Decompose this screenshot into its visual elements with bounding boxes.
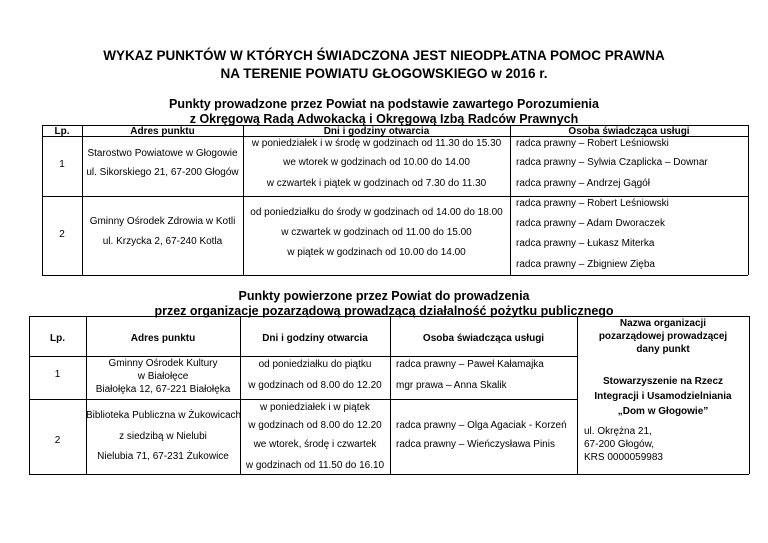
table2-row2-person2: radca prawny – Wieńczysława Pinis [396,439,555,450]
table2-row1-address-line2: w Białołęce [137,371,189,382]
org-name-line1: Stowarzyszenie na Rzecz [602,376,724,387]
section1-heading-line1: Punkty prowadzone przez Powiat na podstawie zawartego Porozumienia [169,97,599,111]
table1-row1-hours-line3: w czwartek i piątek w godzinach od 7.30 do 11.30 [266,178,487,189]
org-krs: KRS 0000059983 [584,452,663,463]
table1-row1-hours-line1: w poniedziałek i w środę w godzinach od 11.30 do 15.30 [251,138,502,149]
table1-row1-person1: radca prawny – Robert Leśniowski [516,138,669,149]
document-title-line1: WYKAZ PUNKTÓW W KTÓRYCH ŚWIADCZONA JEST NIEODPŁATNA POMOC PRAWNA [103,48,665,63]
table1-header-lp: Lp. [54,126,70,137]
table1-header-hours: Dni i godziny otwarcia [323,126,430,137]
table2-header-org-line2: pozarządowej prowadzącej [598,331,728,342]
table2-row2-hours-line1: w poniedziałek i w piątek [259,402,371,413]
org-name-line2: Integracji i Usamodzielniania [594,391,732,402]
table2-row2-address-line3: Nielubia 71, 67-231 Żukowice [97,451,229,462]
table1-row2-lp: 2 [59,229,65,240]
table2-row1-person2: mgr prawa – Anna Skalik [396,380,507,391]
table2-header-hours: Dni i godziny otwarcia [262,333,368,344]
table1-row2-hours-line2: w czwartek w godzinach od 11.00 do 15.00 [281,227,472,238]
table2-header-address: Adres punktu [130,333,196,344]
table2-row1-person1: radca prawny – Paweł Kałamajka [396,359,544,370]
table2-row1-hours-line1: od poniedziałku do piątku [258,359,372,370]
table1-row2-person1: radca prawny – Robert Leśniowski [516,198,669,209]
table2-row2-address-line1: Biblioteka Publiczna w Żukowicach [86,410,242,421]
table1-row2-address-line2: ul. Krzycka 2, 67-240 Kotla [102,236,223,247]
table2-row1-lp: 1 [54,369,61,380]
section2-heading-line1: Punkty powierzone przez Powiat do prowadzenia [238,289,530,303]
table2-row2-person1: radca prawny – Olga Agaciak - Korzeń [396,420,567,431]
table1-row1-lp: 1 [59,159,65,170]
table2-header-person: Osoba świadcząca usługi [422,333,545,344]
table2-header-org-line1: Nazwa organizacji [619,318,707,329]
table1-header-address: Adres punktu [130,126,195,137]
table2-row1-hours-line2: w godzinach od 8.00 do 12.20 [248,380,382,391]
document-title-line2: NA TERENIE POWIATU GŁOGOWSKIEGO w 2016 r. [220,66,548,81]
org-address-line2: 67-200 Głogów, [584,439,655,450]
org-name-line3: „Dom w Głogowie” [617,406,709,417]
table1-row2-hours-line3: w piątek w godzinach od 10.00 do 14.00 [287,247,466,258]
table1-row1-address-line1: Starostwo Powiatowe w Głogowie [87,148,238,159]
section1-heading-line2: z Okręgową Radą Adwokacką i Okręgową Izbą Radców Prawnych [189,112,579,126]
table1-row2-person3: radca prawny – Łukasz Miterka [516,238,655,249]
table1-row2-person2: radca prawny – Adam Dworaczek [516,218,665,229]
org-address-line1: ul. Okrężna 21, [584,426,652,437]
table1-row1-person2: radca prawny – Sylwia Czaplicka – Downar [516,157,708,168]
table1-row1-hours-line2: we wtorek w godzinach od 10.00 do 14.00 [283,157,470,168]
table2-header-org-line3: dany punkt [636,344,690,355]
table1-row2-address-line1: Gminny Ośrodek Zdrowia w Kotli [89,216,236,227]
table2-row2-hours-line4: w godzinach od 11.50 do 16.10 [245,460,385,471]
table1-row2-person4: radca prawny – Zbigniew Zięba [516,259,655,270]
table2-row1-address-line1: Gminny Ośrodek Kultury [108,358,218,369]
table2-row2-address-line2: z siedzibą w Nielubi [119,431,207,442]
table2-row2-hours-line3: we wtorek, środę i czwartek [253,439,377,450]
table2-row2-lp: 2 [54,435,61,446]
table1-row2-hours-line1: od poniedziałku do środy w godzinach od 14.00 do 18.00 [250,207,503,218]
section2-heading-line2: przez organizacje pozarządową prowadzącą działalność pożytku publicznego [154,304,614,318]
table2-row1-address-line3: Białołęka 12, 67-221 Białołęka [95,384,231,395]
table1-row1-person3: radca prawny – Andrzej Gągół [516,178,650,189]
table1-row1-address-line2: ul. Sikorskiego 21, 67-200 Głogów [86,167,239,178]
table2-row2-hours-line2: w godzinach od 8.00 do 12.20 [248,420,382,431]
table2-header-lp: Lp. [50,333,65,344]
table1-header-person: Osoba świadcząca usługi [568,126,690,137]
